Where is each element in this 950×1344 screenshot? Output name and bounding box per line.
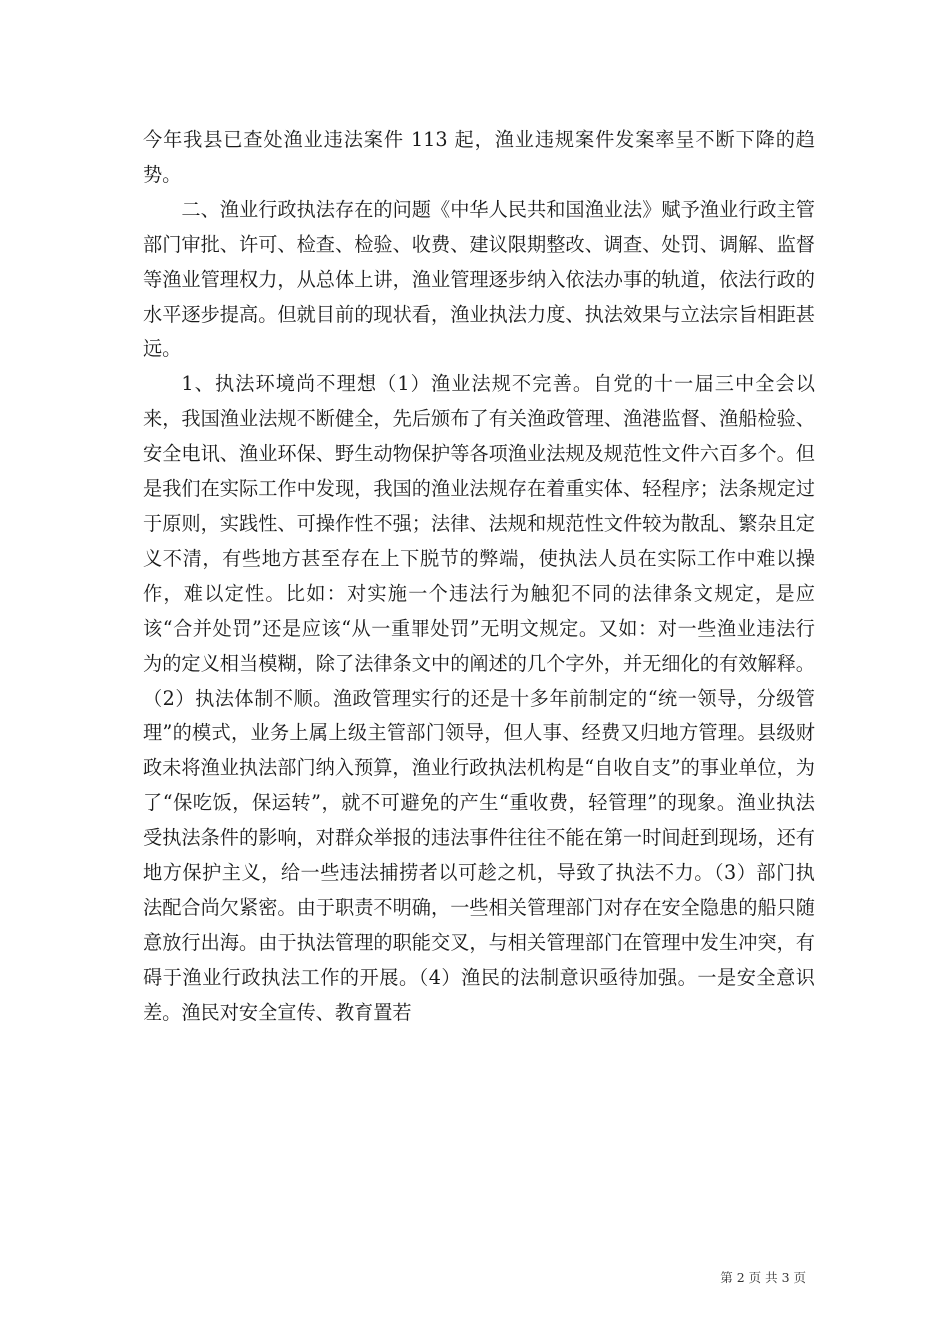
paragraph-enforcement-environment: 1、执法环境尚不理想（1）渔业法规不完善。自党的十一届三中全会以来，我国渔业法规不断健全，先后颁布了有关渔政管理、渔港监督、渔船检验、安全电讯、渔业环保、野生动物保护等各项渔业法规及规范性文件六百多个。但是我们在实际工作中发现，我国的渔业法规存在着重实体、轻程序；法条规定过于原则，实践性、可操作性不强；法律、法规和规范性文件较为散乱、繁杂且定义不清，有些地方甚至存在上下脱节的弊端，使执法人员在实际工作中难以操作，难以定性。比如：对实施一个违法行为触犯不同的法律条文规定，是应该“合并处罚”还是应该“从一重罪处罚”无明文规定。又如：对一些渔业违法行为的定义相当模糊，除了法律条文中的阐述的几个字外，并无细化的有效解释。（2）执法体制不顺。渔政管理实行的还是十多年前制定的“统一领导，分级管理”的模式，业务上属上级主管部门领导，但人事、经费又归地方管理。县级财政未将渔业执法部门纳入预算，渔业行政执法机构是“自收自支”的事业单位，为了“保吃饭，保运转”，就不可避免的产生“重收费，轻管理”的现象。渔业执法受执法条件的影响，对群众举报的违法事件往往不能在第一时间赶到现场，还有地方保护主义，给一些违法捕捞者以可趁之机，导致了执法不力。（3）部门执法配合尚欠紧密。由于职责不明确，一些相关管理部门对存在安全隐患的船只随意放行出海。由于执法管理的职能交叉，与相关管理部门在管理中发生冲突，有碍于渔业行政执法工作的开展。（4）渔民的法制意识亟待加强。一是安全意识差。渔民对安全宣传、教育置若 [143,372,815,1024]
page-number-footer: 第 2 页 共 3 页 [720,1270,806,1285]
document-body [143,123,815,1031]
paragraph-enforcement-problems: 二、渔业行政执法存在的问题《中华人民共和国渔业法》赋予渔业行政主管部门审批、许可、检查、检验、收费、建议限期整改、调查、处罚、调解、监督等渔业管理权力，从总体上讲，渔业管理逐步纳入依法办事的轨道，依法行政的水平逐步提高。但就目前的现状看，渔业执法力度、执法效果与立法宗旨相距甚远。 [143,197,815,361]
paragraph-case-count: 今年我县已查处渔业违法案件 113 起，渔业违规案件发案率呈不断下降的趋势。 [143,128,815,186]
